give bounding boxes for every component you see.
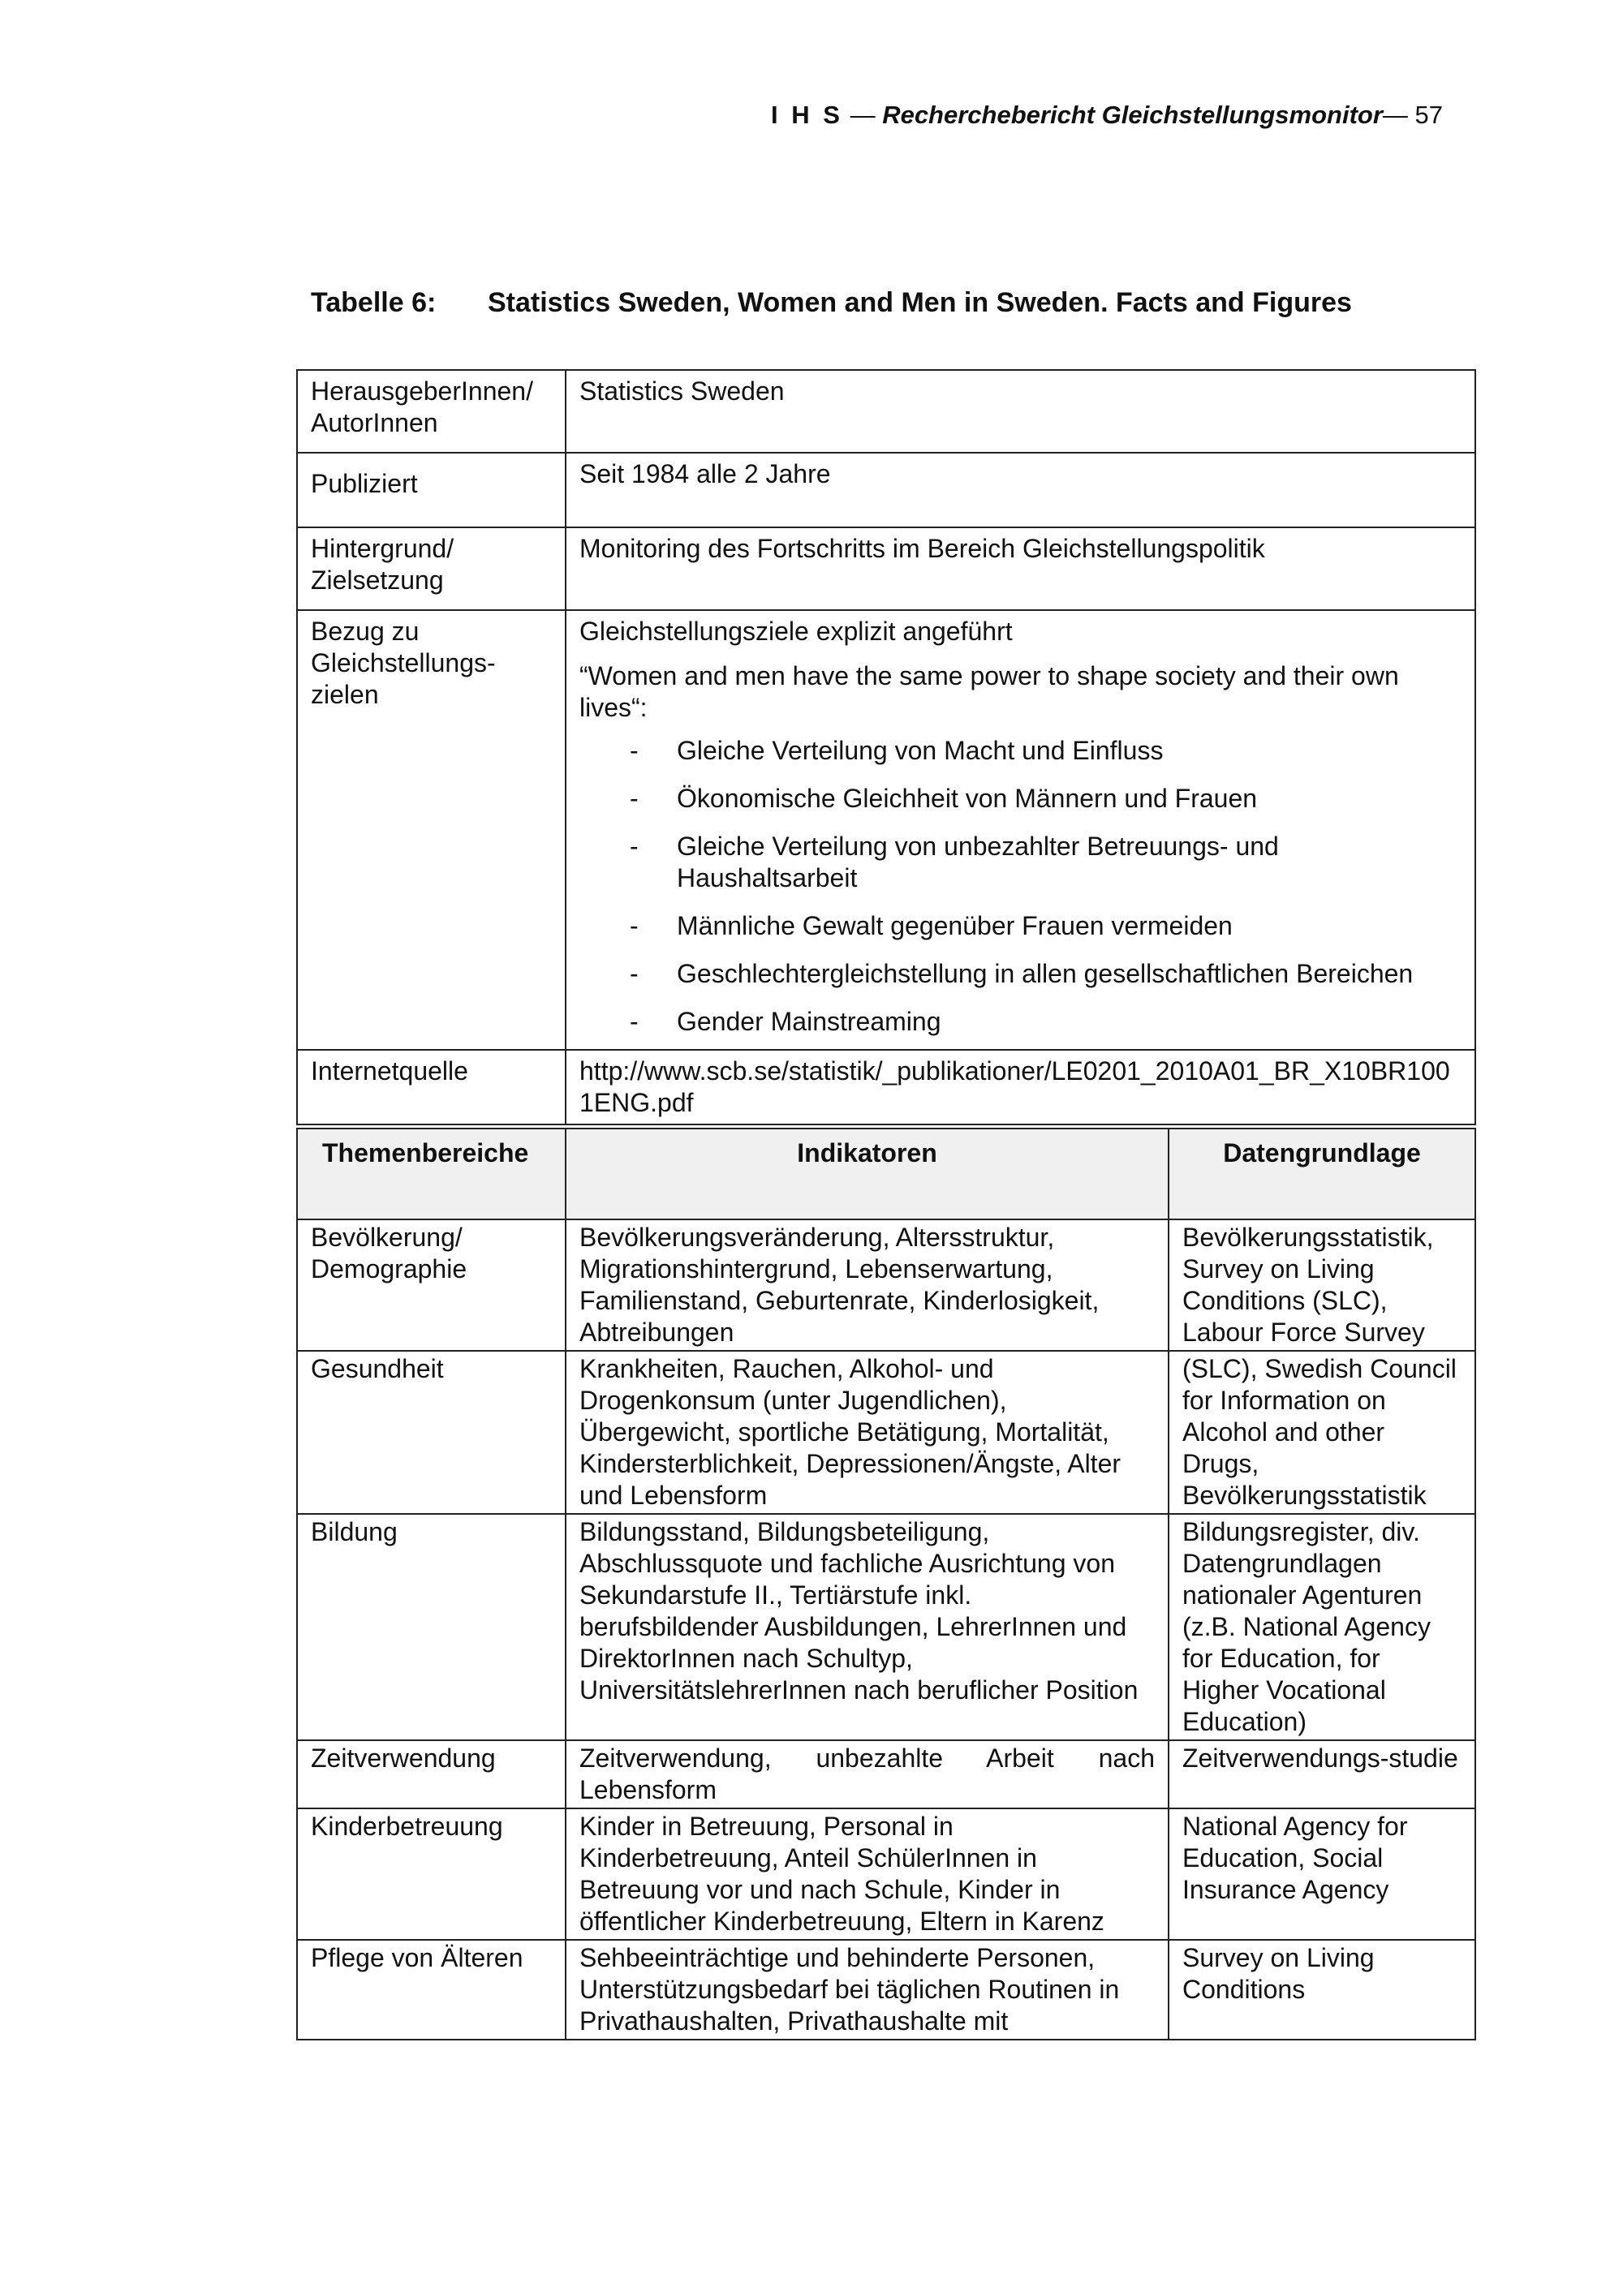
list-dash: - — [630, 911, 639, 940]
page-number: 57 — [1414, 101, 1443, 129]
column-header-themenbereiche: Themenbereiche — [297, 1129, 566, 1219]
table-row — [297, 1940, 1475, 2040]
metadata-row-bezug — [297, 610, 1475, 1050]
metadata-row-herausgeber — [297, 370, 1475, 453]
metadata-table — [296, 369, 1476, 1125]
topic-cell: Pflege von Älteren — [297, 1940, 566, 2040]
goal-text: Gleiche Verteilung von Macht und Einfluss — [677, 736, 1164, 765]
list-dash: - — [630, 1007, 639, 1036]
goals-intro: Gleichstellungsziele explizit angeführt — [579, 617, 1013, 646]
metadata-label: HerausgeberInnen/ AutorInnen — [297, 370, 566, 453]
metadata-value: Monitoring des Fortschritts im Bereich Gleichstellungspolitik — [566, 527, 1475, 610]
goal-text: Geschlechtergleichstellung in allen gesellschaftlichen Bereichen — [677, 959, 1414, 988]
topic-cell: Gesundheit — [297, 1351, 566, 1514]
sources-cell: Survey on Living Conditions — [1169, 1940, 1475, 2040]
goal-item — [579, 735, 1462, 767]
indicators-cell: Krankheiten, Rauchen, Alkohol- und Drogenkonsum (unter Jugendlichen), Übergewicht, sportliche Betätigung, Mortalität, Kindersterblichkeit, Depressionen/Ängste, Alter und Lebensform — [566, 1351, 1169, 1514]
indicators-cell: Kinder in Betreuung, Personal in Kinderbetreuung, Anteil SchülerInnen in Betreuung vor und nach Schule, Kinder in öffentlicher Kinderbetreuung, Eltern in Karenz — [566, 1808, 1169, 1940]
table-row — [297, 1351, 1475, 1514]
metadata-label: Publiziert — [297, 453, 566, 527]
table-caption-title: Statistics Sweden, Women and Men in Sweden. Facts and Figures — [488, 287, 1352, 318]
source-url-link[interactable]: http://www.scb.se/statistik/_publikationer/LE0201_2010A01_BR_X10BR1001ENG.pdf — [566, 1050, 1475, 1124]
header-org: I H S — [771, 101, 843, 129]
indicators-cell: Sehbeeinträchtige und behinderte Personen, Unterstützungsbedarf bei täglichen Routinen in Privathaushalten, Privathaushalte mit — [566, 1940, 1169, 2040]
table-row — [297, 1740, 1475, 1808]
goal-item — [579, 910, 1462, 942]
goals-list — [579, 735, 1462, 1038]
metadata-value: Seit 1984 alle 2 Jahre — [566, 453, 1475, 527]
goal-text: Männliche Gewalt gegenüber Frauen vermeiden — [677, 911, 1233, 940]
sources-cell: Bildungsregister, div. Datengrundlagen nationaler Agenturen (z.B. National Agency for Education, for Higher Vocational Education) — [1169, 1514, 1475, 1740]
list-dash: - — [630, 959, 639, 988]
topic-cell: Bevölkerung/ Demographie — [297, 1219, 566, 1351]
topic-cell: Zeitverwendung — [297, 1740, 566, 1808]
indicators-cell: Bildungsstand, Bildungsbeteiligung, Abschlussquote und fachliche Ausrichtung von Sekundarstufe II., Tertiärstufe inkl. berufsbildender Ausbildungen, LehrerInnen und DirektorInnen nach Schultyp, UniversitätslehrerInnen nach beruflicher Position — [566, 1514, 1169, 1740]
header-page-separator: — — [1382, 101, 1408, 129]
header-separator: — — [850, 101, 876, 129]
sources-cell: Zeitverwendungs-studie — [1169, 1740, 1475, 1808]
table-row — [297, 1808, 1475, 1940]
topic-cell: Kinderbetreuung — [297, 1808, 566, 1940]
goal-item — [579, 831, 1462, 894]
sources-cell: (SLC), Swedish Council for Information on Alcohol and other Drugs, Bevölkerungsstatistik — [1169, 1351, 1475, 1514]
metadata-label: Internetquelle — [297, 1050, 566, 1124]
topic-cell: Bildung — [297, 1514, 566, 1740]
indicators-cell: Bevölkerungsveränderung, Altersstruktur, Migrationshintergrund, Lebenserwartung, Familienstand, Geburtenrate, Kinderlosigkeit, Abtreibungen — [566, 1219, 1169, 1351]
goal-item — [579, 958, 1462, 990]
metadata-row-hintergrund — [297, 527, 1475, 610]
metadata-value-goals — [566, 610, 1475, 1050]
table-caption — [311, 287, 1352, 319]
goal-item — [579, 783, 1462, 815]
metadata-label: Bezug zu Gleichstellungs-zielen — [297, 610, 566, 1050]
table-caption-label: Tabelle 6: — [311, 287, 437, 318]
metadata-row-internetquelle — [297, 1050, 1475, 1124]
goal-text: Gleiche Verteilung von unbezahlter Betreuungs- und Haushaltsarbeit — [677, 832, 1279, 892]
indicators-cell: Zeitverwendung, unbezahlte Arbeit nach Lebensform — [566, 1740, 1169, 1808]
goal-item — [579, 1006, 1462, 1038]
indicator-table-header — [297, 1129, 1475, 1219]
goal-text: Gender Mainstreaming — [677, 1007, 941, 1036]
list-dash: - — [630, 832, 639, 861]
table-row — [297, 1514, 1475, 1740]
header-document-title: Recherchebericht Gleichstellungsmonitor — [882, 101, 1383, 129]
indicator-table — [296, 1128, 1476, 2040]
table-row — [297, 1219, 1475, 1351]
column-header-indikatoren: Indikatoren — [566, 1129, 1169, 1219]
metadata-value: Statistics Sweden — [566, 370, 1475, 453]
list-dash: - — [630, 736, 639, 765]
sources-cell: National Agency for Education, Social Insurance Agency — [1169, 1808, 1475, 1940]
list-dash: - — [630, 784, 639, 813]
metadata-row-publiziert — [297, 453, 1475, 527]
goal-text: Ökonomische Gleichheit von Männern und Frauen — [677, 784, 1258, 813]
sources-cell: Bevölkerungsstatistik, Survey on Living Conditions (SLC), Labour Force Survey — [1169, 1219, 1475, 1351]
metadata-label: Hintergrund/ Zielsetzung — [297, 527, 566, 610]
running-header — [771, 101, 1443, 130]
column-header-datengrundlage: Datengrundlage — [1169, 1129, 1475, 1219]
goals-quote: “Women and men have the same power to shape society and their own lives“: — [579, 661, 1399, 722]
